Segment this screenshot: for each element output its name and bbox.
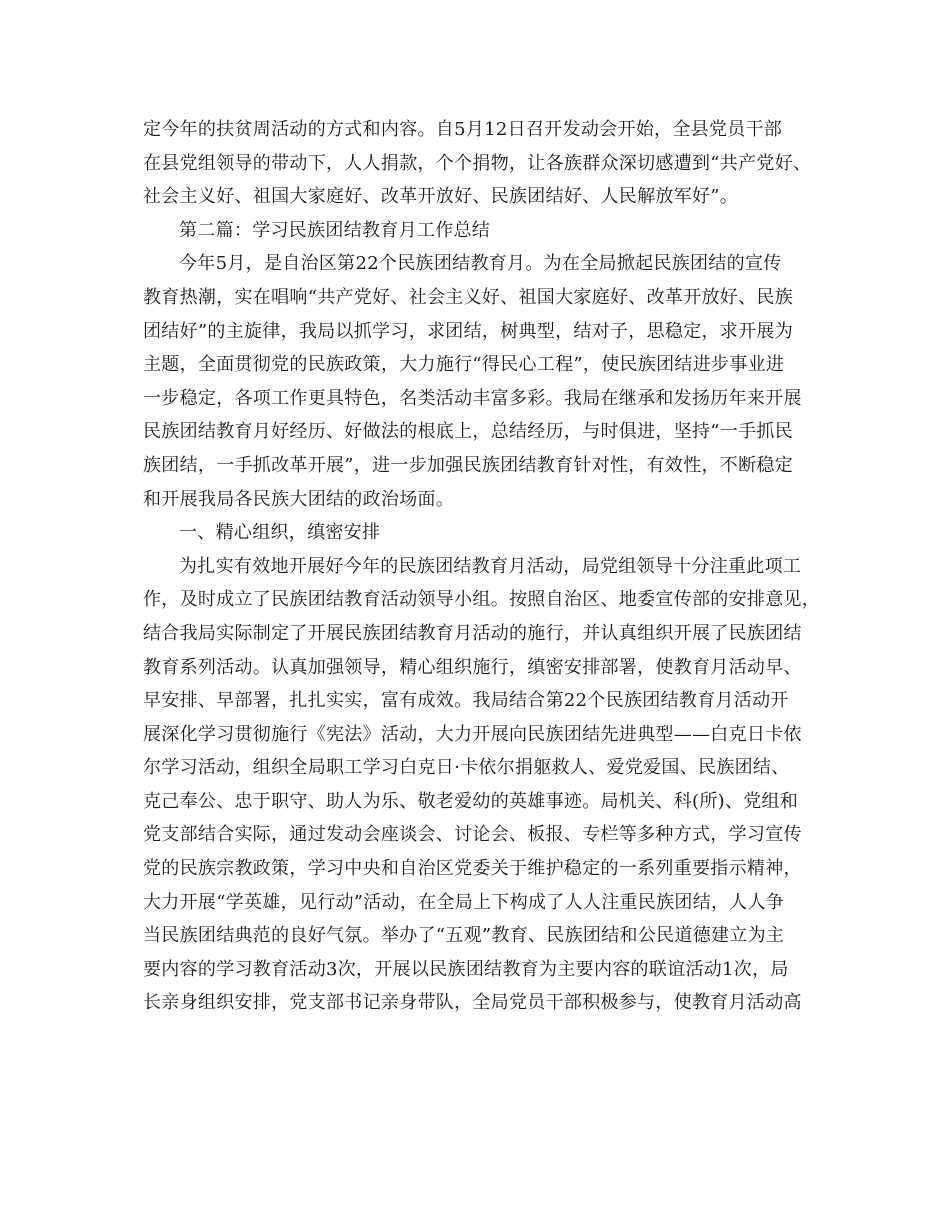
text-line: 族团结，一手抓改革开展”，进一步加强民族团结教育针对性，有效性，不断稳定 [143, 454, 793, 476]
text-line: 一步稳定，各项工作更具特色，名类活动丰富多彩。我局在继承和发扬历年来开展 [143, 387, 802, 409]
text-line: 为扎实有效地开展好今年的民族团结教育月活动，局党组领导十分注重此项工 [179, 555, 802, 577]
text-line: 民族团结教育月好经历、好做法的根底上，总结经历，与时俱进，坚持“一手抓民 [143, 421, 793, 443]
text-line: 党的民族宗教政策，学习中央和自治区党委关于维护稳定的一系列重要指示精神， [143, 858, 802, 880]
text-line: 在县党组领导的带动下，人人捐款，个个捐物，让各族群众深切感遭到“共产党好、 [143, 152, 812, 174]
text-line: 教育系列活动。认真加强领导，精心组织施行，缜密安排部署，使教育月活动早、 [143, 656, 802, 678]
text-line: 作，及时成立了民族团结教育活动领导小组。按照自治区、地委宣传部的安排意见， [143, 589, 821, 611]
text-line: 定今年的扶贫周活动的方式和内容。自5月12日召开发动会开始，全县党员干部 [143, 119, 783, 140]
text-line: 克己奉公、忠于职守、助人为乐、敬老爱幼的英雄事迹。局机关、科(所)、党组和 [143, 790, 799, 812]
text-line: 大力开展“学英雄，见行动”活动，在全局上下构成了人人注重民族团结，人人争 [143, 891, 785, 913]
text-line: 要内容的学习教育活动3次，开展以民族团结教育为主要内容的联谊活动1次，局 [143, 958, 789, 980]
text-line: 展深化学习贯彻施行《宪法》活动，大力开展向民族团结先进典型——白克日卡依 [143, 723, 802, 745]
text-line: 和开展我局各民族大团结的政治场面。 [143, 488, 455, 510]
text-line: 社会主义好、祖国大家庭好、改革开放好、民族团结好、人民解放军好”。 [143, 186, 739, 208]
text-line: 当民族团结典范的良好气氛。举办了“五观”教育、民族团结和公民道德建立为主 [143, 925, 785, 947]
text-line: 早安排、早部署，扎扎实实，富有成效。我局结合第22个民族团结教育月活动开 [143, 690, 789, 712]
text-line: 第二篇：学习民族团结教育月工作总结 [179, 219, 491, 241]
text-line: 一、精心组织，缜密安排 [179, 522, 381, 544]
text-line: 主题，全面贯彻党的民族政策，大力施行“得民心工程”，使民族团结进步事业进 [143, 354, 785, 376]
text-line: 长亲身组织安排，党支部书记亲身带队，全局党员干部积极参与，使教育月活动高 [143, 992, 802, 1014]
text-line: 结合我局实际制定了开展民族团结教育月活动的施行，并认真组织开展了民族团结 [143, 622, 802, 644]
text-line: 教育热潮，实在唱响“共产党好、社会主义好、祖国大家庭好、改革开放好、民族 [143, 286, 793, 308]
text-line: 党支部结合实际，通过发动会座谈会、讨论会、板报、专栏等多种方式，学习宣传 [143, 824, 802, 846]
text-line: 今年5月，是自治区第22个民族团结教育月。为在全局掀起民族团结的宣传 [179, 253, 782, 275]
text-line: 团结好”的主旋律，我局以抓学习，求团结，树典型，结对子，思稳定，求开展为 [143, 320, 793, 342]
document-body [143, 113, 823, 1020]
text-line: 尔学习活动，组织全局职工学习白克日·卡依尔捐躯救人、爱党爱国、民族团结、 [143, 757, 790, 779]
